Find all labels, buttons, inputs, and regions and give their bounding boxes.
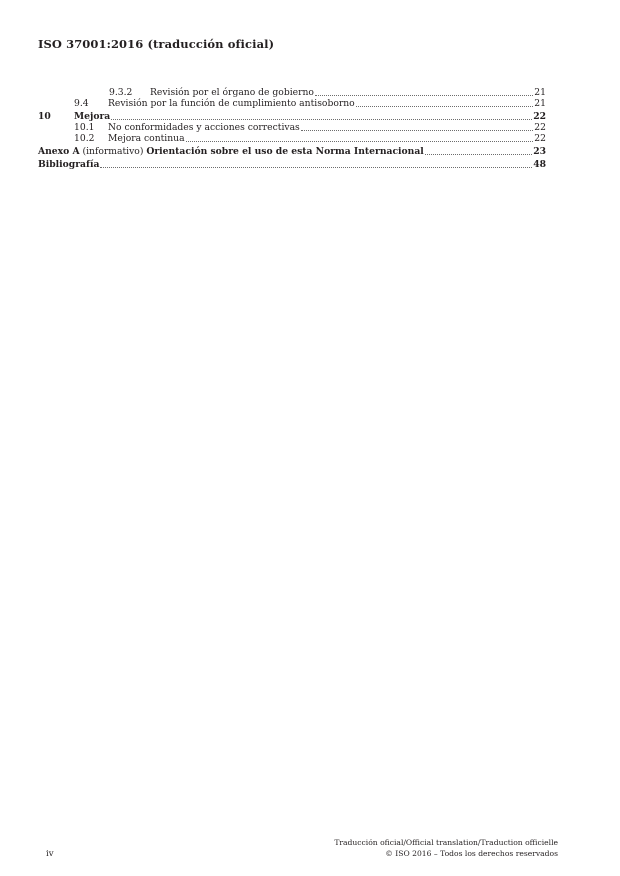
toc-leader-dots bbox=[186, 141, 534, 142]
toc-title: Revisión por el órgano de gobierno bbox=[150, 87, 314, 98]
toc-annex-title-group bbox=[38, 146, 424, 157]
toc-page: 22 bbox=[534, 133, 546, 144]
toc-page: 21 bbox=[534, 98, 546, 109]
toc-leader-dots bbox=[315, 95, 533, 96]
toc-title: Orientación sobre el uso de esta Norma Internacional bbox=[146, 146, 424, 157]
toc-entry-10[interactable] bbox=[38, 111, 546, 122]
toc-annex-label: Anexo A bbox=[38, 146, 80, 157]
table-of-contents bbox=[38, 87, 546, 170]
toc-page: 23 bbox=[533, 146, 546, 157]
footer-copyright: © ISO 2016 – Todos los derechos reservados bbox=[385, 849, 558, 858]
toc-leader-dots bbox=[301, 130, 534, 131]
toc-number: 9.4 bbox=[74, 98, 89, 109]
toc-title: No conformidades y acciones correctivas bbox=[108, 122, 300, 133]
page-footer bbox=[334, 837, 558, 859]
toc-entry-9-4[interactable] bbox=[38, 98, 546, 109]
toc-title: Mejora continua bbox=[108, 133, 185, 144]
footer-translation-note: Traducción oficial/Official translation/Traduction officielle bbox=[334, 838, 558, 847]
toc-entry-bibliografia[interactable] bbox=[38, 159, 546, 170]
toc-number: 10 bbox=[38, 111, 51, 122]
toc-entry-9-3-2[interactable] bbox=[38, 87, 546, 98]
toc-page: 21 bbox=[534, 87, 546, 98]
toc-entry-annex-a[interactable] bbox=[38, 146, 546, 157]
toc-number: 9.3.2 bbox=[109, 87, 133, 98]
toc-entry-10-2[interactable] bbox=[38, 133, 546, 144]
toc-page: 22 bbox=[533, 111, 546, 122]
toc-leader-dots bbox=[111, 119, 532, 120]
toc-annex-note: (informativo) bbox=[82, 146, 144, 157]
toc-page: 22 bbox=[534, 122, 546, 133]
toc-entry-10-1[interactable] bbox=[38, 122, 546, 133]
toc-leader-dots bbox=[100, 167, 532, 168]
toc-number: 10.2 bbox=[74, 133, 95, 144]
toc-title: Mejora bbox=[74, 111, 111, 122]
page-header: ISO 37001:2016 (traducción oficial) bbox=[38, 37, 275, 51]
toc-title: Revisión por la función de cumplimiento antisoborno bbox=[108, 98, 355, 109]
toc-leader-dots bbox=[425, 154, 532, 155]
toc-leader-dots bbox=[356, 106, 534, 107]
footer-page-number: iv bbox=[46, 849, 54, 859]
toc-title: Bibliografía bbox=[38, 159, 100, 170]
toc-page: 48 bbox=[533, 159, 546, 170]
toc-number: 10.1 bbox=[74, 122, 95, 133]
